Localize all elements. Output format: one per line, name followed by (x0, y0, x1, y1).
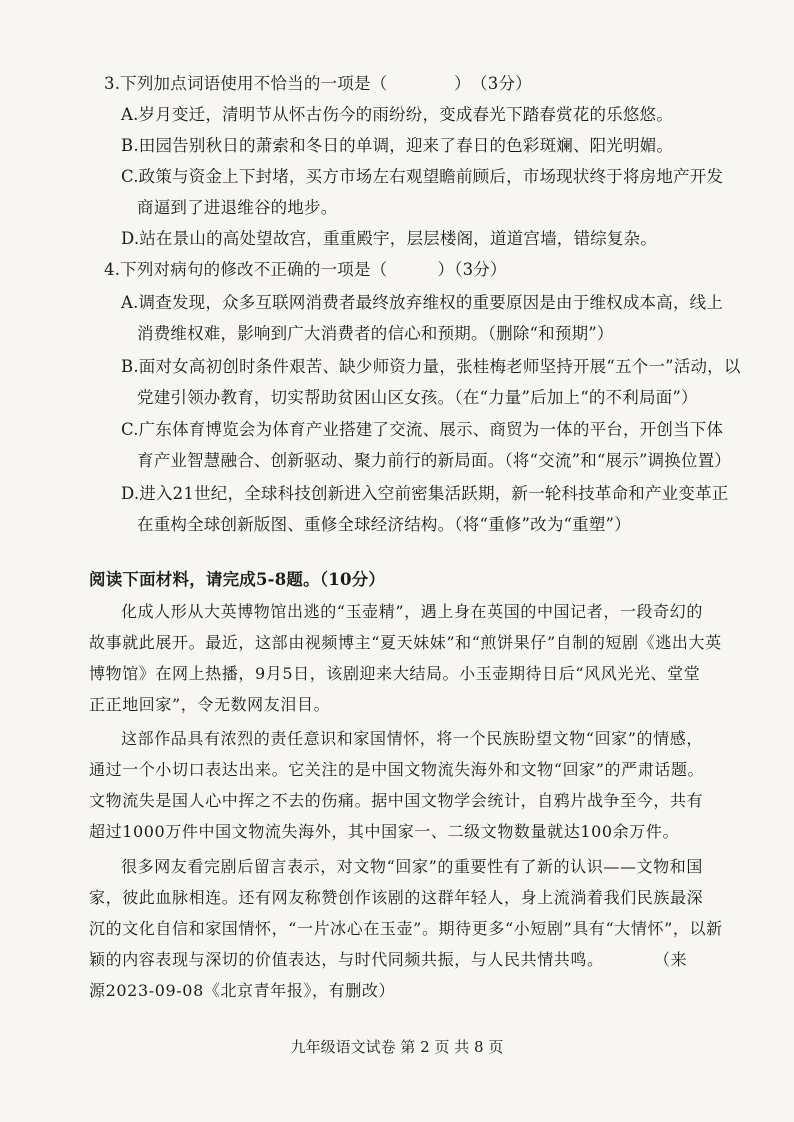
reading-p3-line3: 沉的文化自信和家国情怀，“一片冰心在玉壶”。期待更多“小短剧”具有“大情怀”，以新 (89, 919, 723, 938)
reading-p1-line3: 博物馆》在网上热播，9月5日，该剧迎来大结局。小玉壶期待日后“风风光光、堂堂 (89, 664, 701, 683)
reading-p3-line4: 颖的内容表现与深切的价值表达，与时代同频共振，与人民共情共鸣。 （来 (89, 950, 688, 969)
reading-p1-line4: 正正地回家”，令无数网友泪目。 (89, 695, 331, 714)
q4-option-d-line2: 在重构全球创新版图、重修全球经济结构。（将“重修”改为“重塑”） (137, 515, 631, 534)
reading-p1-line2: 故事就此展开。最近，这部由视频博主“夏天妹妹”和“煎饼果仔”自制的短剧《逃出大英 (89, 633, 722, 652)
q4-stem: 4.下列对病句的修改不正确的一项是（ ）（3分） (104, 260, 507, 279)
q4-option-b-line1: B.面对女高初创时条件艰苦、缺少师资力量，张桂梅老师坚持开展“五个一”活动，以 (121, 357, 741, 376)
q4-option-c-line1: C.广东体育博览会为体育产业搭建了交流、展示、商贸为一体的平台，开创当下体 (121, 420, 724, 439)
q3-option-a: A.岁月变迁，清明节从怀古伤今的雨纷纷，变成春光下踏春赏花的乐悠悠。 (121, 105, 673, 124)
reading-p2-line2: 通过一个小切口表达出来。它关注的是中国文物流失海外和文物“回家”的严肃话题。 (89, 760, 705, 779)
page-footer: 九年级语文试卷 第 2 页 共 8 页 (290, 1038, 504, 1056)
reading-source: 源2023-09-08《北京青年报》，有删改） (89, 981, 396, 1000)
q3-option-d: D.站在景山的高处望故宫，重重殿宇，层层楼阁，道道宫墙，错综复杂。 (121, 229, 657, 248)
q3-option-b: B.田园告别秋日的萧索和冬日的单调，迎来了春日的色彩斑斓、阳光明媚。 (121, 136, 674, 155)
reading-p2-line3: 文物流失是国人心中挥之不去的伤痛。据中国文物学会统计，自鸦片战争至今，共有 (89, 791, 704, 810)
reading-p2-line4: 超过1000万件中国文物流失海外，其中国家一、二级文物数量就达100余万件。 (89, 822, 680, 841)
q4-option-c-line2: 育产业智慧融合、创新驱动、聚力前行的新局面。（将“交流”和“展示”调换位置） (137, 451, 732, 470)
q3-option-c-line2: 商逼到了进退维谷的地步。 (137, 198, 338, 217)
reading-p1-line1: 化成人形从大英博物馆出逃的“玉壶精”，遇上身在英国的中国记者，一段奇幻的 (121, 602, 703, 621)
q3-stem: 3.下列加点词语使用不恰当的一项是（ ） （3分） (104, 74, 532, 93)
reading-p3-line1: 很多网友看完剧后留言表示，对文物“回家”的重要性有了新的认识——文物和国 (121, 857, 703, 876)
q4-option-b-line2: 党建引领办教育，切实帮助贫困山区女孩。（在“力量”后加上“的不利局面”） (137, 388, 698, 407)
q4-option-a-line1: A.调查发现，众多互联网消费者最终放弃维权的重要原因是由于维权成本高，线上 (121, 293, 724, 312)
q3-option-c-line1: C.政策与资金上下封堵，买方市场左右观望瞻前顾后，市场现状终于将房地产开发 (121, 167, 724, 186)
reading-p3-line2: 家，彼此血脉相连。还有网友称赞创作该剧的这群年轻人，身上流淌着我们民族最深 (89, 888, 704, 907)
reading-p2-line1: 这部作品具有浓烈的责任意识和家国情怀，将一个民族盼望文物“回家”的情感， (121, 729, 703, 748)
reading-heading: 阅读下面材料，请完成5-8题。（10分） (89, 570, 386, 589)
q4-option-a-line2: 消费维权难，影响到广大消费者的信心和预期。（删除“和预期”） (137, 324, 614, 343)
q4-option-d-line1: D.进入21世纪，全球科技创新进入空前密集活跃期，新一轮科技革命和产业变革正 (121, 484, 729, 503)
